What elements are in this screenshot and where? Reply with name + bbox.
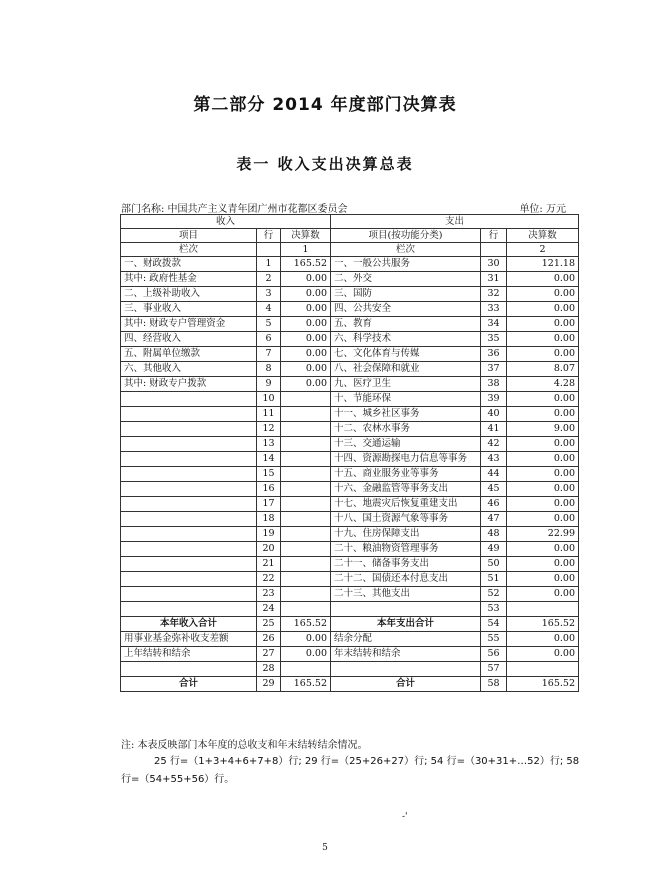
expense-amount: [507, 602, 579, 617]
income-expense-table: [120, 214, 579, 692]
income-item: 六、其他收入: [121, 362, 257, 377]
total-income-row-number: 28: [257, 662, 281, 677]
expense-row-number: 45: [481, 482, 507, 497]
expense-item: 十六、金融监管等事务支出: [331, 482, 481, 497]
income-item: [121, 587, 257, 602]
income-item: [121, 467, 257, 482]
table-row: [121, 572, 579, 587]
expense-item: 十二、农林水事务: [331, 422, 481, 437]
income-amount: 165.52: [281, 257, 331, 272]
expense-item: 十八、国土资源气象等事务: [331, 512, 481, 527]
expense-row-number: 43: [481, 452, 507, 467]
expense-item: 二十一、储备事务支出: [331, 557, 481, 572]
expense-row-number: 48: [481, 527, 507, 542]
total-expense-amount: [507, 662, 579, 677]
expense-row-number: 52: [481, 587, 507, 602]
expense-row-number: 51: [481, 572, 507, 587]
income-item: 五、附属单位缴款: [121, 347, 257, 362]
table-row: [121, 377, 579, 392]
table-title: 表一 收入支出决算总表: [236, 155, 414, 173]
income-row-number: 7: [257, 347, 281, 362]
income-item: 其中: 财政专户管理资金: [121, 317, 257, 332]
expense-amount: 0.00: [507, 392, 579, 407]
income-item: [121, 407, 257, 422]
table-row: [121, 482, 579, 497]
income-row-number: 21: [257, 557, 281, 572]
expense-row-number: 32: [481, 287, 507, 302]
expense-item: 十一、城乡社区事务: [331, 407, 481, 422]
total-row: [121, 647, 579, 662]
income-row-number: 18: [257, 512, 281, 527]
expense-column-label: 栏次: [331, 243, 481, 257]
total-income-item: 本年收入合计: [121, 617, 257, 632]
income-row-number: 5: [257, 317, 281, 332]
expense-amount: 0.00: [507, 572, 579, 587]
part-title: 第二部分 2014 年度部门决算表: [193, 95, 457, 115]
note-line-1: 注: 本表反映部门本年度的总收支和年末结转结余情况。: [121, 740, 368, 751]
expense-row-number: 34: [481, 317, 507, 332]
unit-label: 单位: 万元: [519, 204, 566, 215]
income-item: 一、财政拨款: [121, 257, 257, 272]
page-number: 5: [322, 843, 328, 853]
expense-amount: 0.00: [507, 317, 579, 332]
total-expense-row-number: 56: [481, 647, 507, 662]
expense-amount: 0.00: [507, 587, 579, 602]
income-row-number: 2: [257, 272, 281, 287]
expense-amount: 4.28: [507, 377, 579, 392]
total-income-item: 合计: [121, 677, 257, 692]
total-expense-amount: 165.52: [507, 617, 579, 632]
income-amount: 0.00: [281, 377, 331, 392]
table-row: [121, 362, 579, 377]
expense-row-number: 42: [481, 437, 507, 452]
expense-amount: 0.00: [507, 287, 579, 302]
expense-item: 十九、住房保障支出: [331, 527, 481, 542]
income-amount: [281, 422, 331, 437]
table-row: [121, 422, 579, 437]
income-row-number: 9: [257, 377, 281, 392]
income-row-number: 24: [257, 602, 281, 617]
table-row: [121, 332, 579, 347]
expense-row-number: 37: [481, 362, 507, 377]
expense-item: 十、节能环保: [331, 392, 481, 407]
expense-amount: 0.00: [507, 482, 579, 497]
table-row: [121, 497, 579, 512]
expense-amount: 0.00: [507, 452, 579, 467]
income-row-number: 3: [257, 287, 281, 302]
income-amount: [281, 497, 331, 512]
income-column-number: 1: [281, 243, 331, 257]
income-item: [121, 572, 257, 587]
expense-amount: 0.00: [507, 497, 579, 512]
income-column-blank: [257, 243, 281, 257]
table-row: [121, 527, 579, 542]
expense-amount: 0.00: [507, 437, 579, 452]
expense-row-number: 53: [481, 602, 507, 617]
income-row-number: 8: [257, 362, 281, 377]
income-row-number: 1: [257, 257, 281, 272]
income-item: [121, 542, 257, 557]
income-amount: [281, 482, 331, 497]
table-row: [121, 467, 579, 482]
income-item: 四、经营收入: [121, 332, 257, 347]
income-row-number: 10: [257, 392, 281, 407]
income-item: [121, 437, 257, 452]
total-income-item: 上年结转和结余: [121, 647, 257, 662]
total-expense-item: [331, 662, 481, 677]
expense-item: 十四、资源勘探电力信息等事务: [331, 452, 481, 467]
table-row: [121, 287, 579, 302]
income-amount: [281, 407, 331, 422]
income-row-number: 4: [257, 302, 281, 317]
note-line-2: 25 行=（1+3+4+6+7+8）行; 29 行=（25+26+27）行; 54 行=（30+31+…52）行; 58: [154, 756, 580, 767]
total-income-amount: 0.00: [281, 632, 331, 647]
expense-row-number: 47: [481, 512, 507, 527]
total-income-item: [121, 662, 257, 677]
expense-amount: 121.18: [507, 257, 579, 272]
total-income-amount: [281, 662, 331, 677]
expense-row-number: 44: [481, 467, 507, 482]
income-amount: 0.00: [281, 332, 331, 347]
note-line-3: 行=（54+55+56）行。: [121, 774, 235, 785]
table-row: [121, 452, 579, 467]
total-expense-item: 年末结转和结余: [331, 647, 481, 662]
total-row: [121, 662, 579, 677]
total-row: [121, 617, 579, 632]
income-amount: [281, 392, 331, 407]
table-row: [121, 302, 579, 317]
income-item: 其中: 财政专户拨款: [121, 377, 257, 392]
income-item: [121, 497, 257, 512]
expense-amount: 0.00: [507, 557, 579, 572]
income-item: 三、事业收入: [121, 302, 257, 317]
expense-item: 一、一般公共服务: [331, 257, 481, 272]
expense-row-number: 30: [481, 257, 507, 272]
income-row-number: 20: [257, 542, 281, 557]
expense-column-number: 2: [507, 243, 579, 257]
expense-amount: 0.00: [507, 272, 579, 287]
total-income-row-number: 29: [257, 677, 281, 692]
header-row-column-index: [121, 243, 579, 257]
income-item: [121, 512, 257, 527]
income-amount: 0.00: [281, 347, 331, 362]
expense-item: 六、科学技术: [331, 332, 481, 347]
income-amount: 0.00: [281, 362, 331, 377]
income-amount: 0.00: [281, 287, 331, 302]
expense-amount: 0.00: [507, 332, 579, 347]
income-amount: [281, 602, 331, 617]
expense-amount: 0.00: [507, 347, 579, 362]
total-income-amount: 165.52: [281, 677, 331, 692]
total-row: [121, 677, 579, 692]
table-row: [121, 437, 579, 452]
income-amount: [281, 542, 331, 557]
income-row-header: 行: [257, 229, 281, 243]
income-row-number: 15: [257, 467, 281, 482]
table-row: [121, 317, 579, 332]
income-row-number: 23: [257, 587, 281, 602]
expense-row-number: 36: [481, 347, 507, 362]
expense-row-number: 33: [481, 302, 507, 317]
table-row: [121, 257, 579, 272]
expense-item: 十三、交通运输: [331, 437, 481, 452]
header-row-sections: [121, 215, 579, 229]
table-row: [121, 512, 579, 527]
income-amount: [281, 467, 331, 482]
expense-item: 二十、粮油物资管理事务: [331, 542, 481, 557]
total-income-row-number: 27: [257, 647, 281, 662]
expense-item-header: 项目(按功能分类): [331, 229, 481, 243]
income-amount-header: 决算数: [281, 229, 331, 243]
income-row-number: 17: [257, 497, 281, 512]
expense-item: [331, 602, 481, 617]
table-row: [121, 347, 579, 362]
total-expense-item: 结余分配: [331, 632, 481, 647]
income-item: [121, 452, 257, 467]
expense-row-header: 行: [481, 229, 507, 243]
total-income-amount: 0.00: [281, 647, 331, 662]
expense-row-number: 31: [481, 272, 507, 287]
expense-column-blank: [481, 243, 507, 257]
total-row: [121, 632, 579, 647]
income-amount: 0.00: [281, 272, 331, 287]
income-amount: [281, 512, 331, 527]
expense-item: 七、文化体育与传媒: [331, 347, 481, 362]
total-expense-row-number: 55: [481, 632, 507, 647]
expense-amount: 0.00: [507, 542, 579, 557]
income-amount: [281, 527, 331, 542]
total-income-item: 用事业基金弥补收支差额: [121, 632, 257, 647]
total-expense-row-number: 54: [481, 617, 507, 632]
income-item: 其中: 政府性基金: [121, 272, 257, 287]
expense-item: 二十二、国债还本付息支出: [331, 572, 481, 587]
income-row-number: 19: [257, 527, 281, 542]
income-column-label: 栏次: [121, 243, 257, 257]
expense-item: 二、外交: [331, 272, 481, 287]
table-row: [121, 272, 579, 287]
expense-amount: 8.07: [507, 362, 579, 377]
income-item: [121, 482, 257, 497]
income-row-number: 22: [257, 572, 281, 587]
table-row: [121, 587, 579, 602]
expense-amount: 0.00: [507, 302, 579, 317]
total-expense-amount: 0.00: [507, 632, 579, 647]
expense-row-number: 50: [481, 557, 507, 572]
table-row: [121, 602, 579, 617]
table-row: [121, 392, 579, 407]
income-amount: 0.00: [281, 302, 331, 317]
expense-item: 十五、商业服务业等事务: [331, 467, 481, 482]
income-section-header: 收入: [121, 215, 331, 229]
expense-item: 二十三、其他支出: [331, 587, 481, 602]
expense-item: 五、教育: [331, 317, 481, 332]
income-item: [121, 602, 257, 617]
expense-amount: 0.00: [507, 467, 579, 482]
expense-section-header: 支出: [331, 215, 579, 229]
expense-row-number: 38: [481, 377, 507, 392]
expense-item: 十七、地震灾后恢复重建支出: [331, 497, 481, 512]
total-income-row-number: 25: [257, 617, 281, 632]
income-row-number: 14: [257, 452, 281, 467]
total-income-amount: 165.52: [281, 617, 331, 632]
expense-amount-header: 决算数: [507, 229, 579, 243]
expense-item: 八、社会保障和就业: [331, 362, 481, 377]
total-expense-row-number: 58: [481, 677, 507, 692]
total-expense-item: 本年支出合计: [331, 617, 481, 632]
income-amount: [281, 572, 331, 587]
expense-item: 三、国防: [331, 287, 481, 302]
income-item: [121, 422, 257, 437]
income-amount: [281, 452, 331, 467]
expense-amount: 0.00: [507, 407, 579, 422]
total-expense-row-number: 57: [481, 662, 507, 677]
expense-row-number: 46: [481, 497, 507, 512]
expense-amount: 22.99: [507, 527, 579, 542]
department-name: 部门名称: 中国共产主义青年团广州市花都区委员会: [121, 204, 348, 215]
expense-row-number: 39: [481, 392, 507, 407]
expense-item: 九、医疗卫生: [331, 377, 481, 392]
expense-row-number: 41: [481, 422, 507, 437]
table-row: [121, 557, 579, 572]
total-expense-amount: 0.00: [507, 647, 579, 662]
total-expense-item: 合计: [331, 677, 481, 692]
header-row-columns: [121, 229, 579, 243]
income-amount: [281, 557, 331, 572]
table-row: [121, 542, 579, 557]
income-item-header: 项目: [121, 229, 257, 243]
income-row-number: 13: [257, 437, 281, 452]
income-amount: 0.00: [281, 317, 331, 332]
expense-row-number: 35: [481, 332, 507, 347]
income-row-number: 11: [257, 407, 281, 422]
income-item: [121, 557, 257, 572]
expense-amount: 9.00: [507, 422, 579, 437]
income-row-number: 16: [257, 482, 281, 497]
stray-mark: -': [402, 812, 408, 822]
income-row-number: 12: [257, 422, 281, 437]
expense-amount: 0.00: [507, 512, 579, 527]
income-row-number: 6: [257, 332, 281, 347]
income-amount: [281, 437, 331, 452]
total-expense-amount: 165.52: [507, 677, 579, 692]
income-item: 二、上级补助收入: [121, 287, 257, 302]
expense-row-number: 40: [481, 407, 507, 422]
total-income-row-number: 26: [257, 632, 281, 647]
table-row: [121, 407, 579, 422]
expense-item: 四、公共安全: [331, 302, 481, 317]
income-amount: [281, 587, 331, 602]
income-item: [121, 527, 257, 542]
expense-row-number: 49: [481, 542, 507, 557]
income-item: [121, 392, 257, 407]
